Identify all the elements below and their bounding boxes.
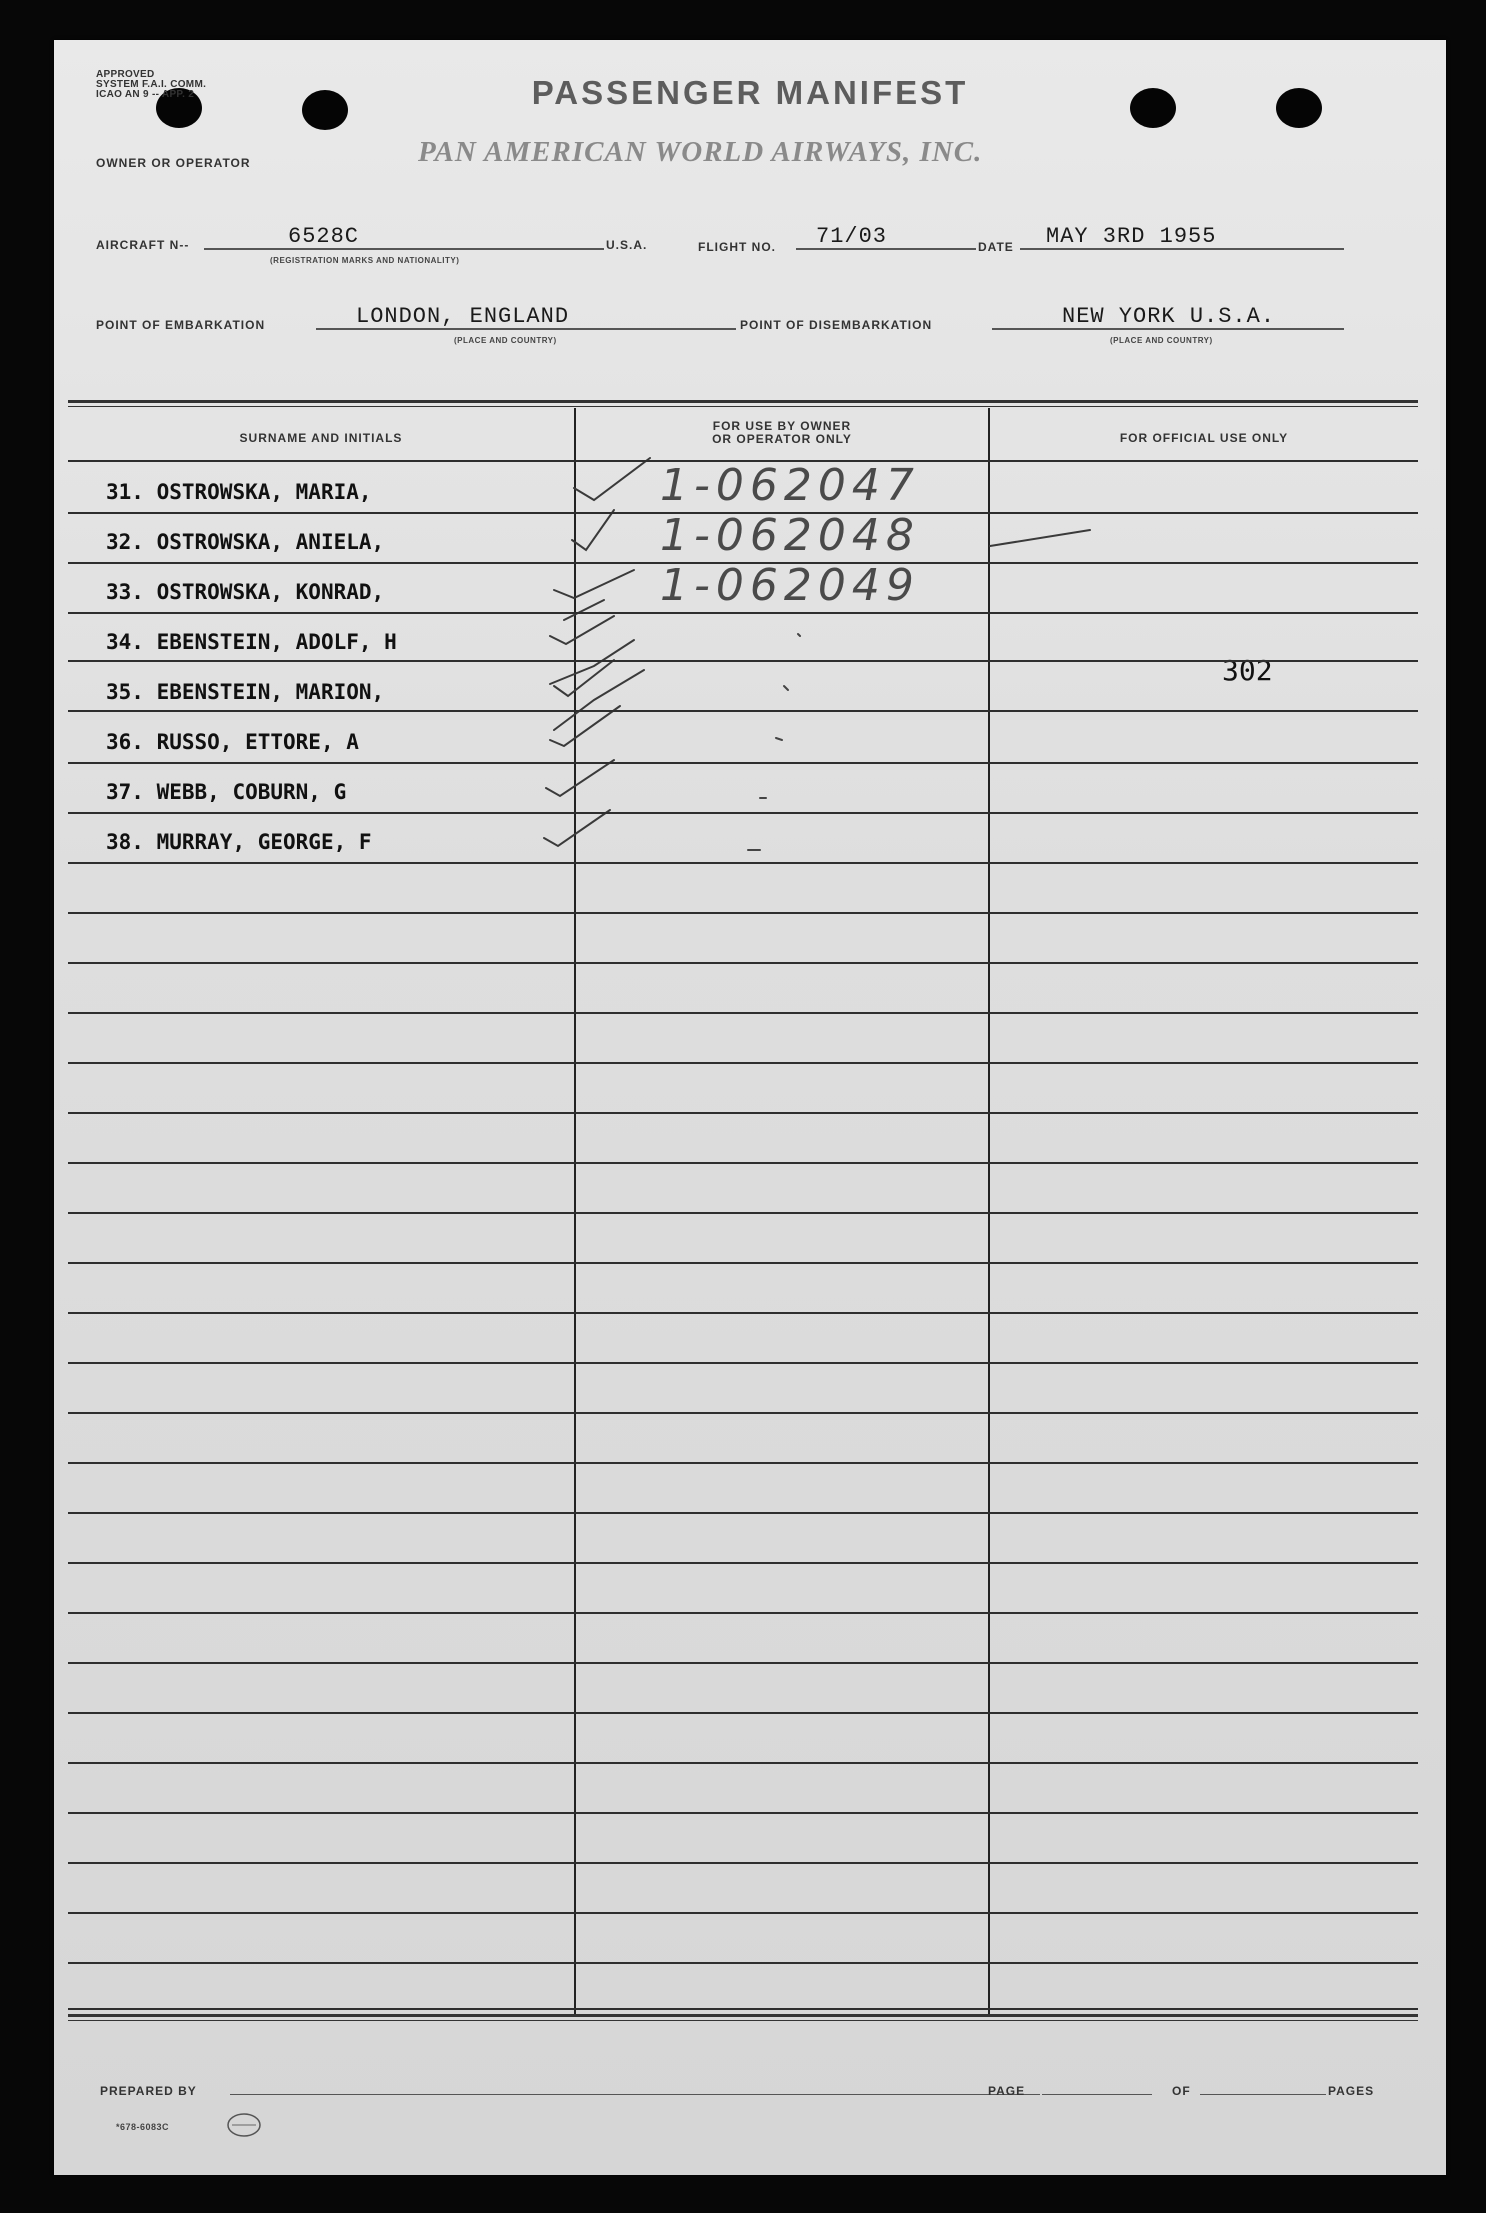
prepared-by-label: PREPARED BY xyxy=(100,2084,197,2098)
row-rule xyxy=(68,1912,1418,1914)
row-rule xyxy=(68,1162,1418,1164)
passenger-num: 32. xyxy=(106,530,144,554)
row-rule xyxy=(68,1112,1418,1114)
row-rule xyxy=(68,1662,1418,1664)
flight-value: 71/03 xyxy=(816,224,888,249)
row-rule xyxy=(68,2008,1418,2010)
passenger-num: 31. xyxy=(106,480,144,504)
disembark-caption: (PLACE AND COUNTRY) xyxy=(1110,336,1213,345)
row-rule xyxy=(68,1462,1418,1464)
official-use-number: 302 xyxy=(1222,654,1273,687)
date-label: DATE xyxy=(978,240,1014,254)
prepared-by-line xyxy=(230,2094,1040,2095)
row-rule xyxy=(68,862,1418,864)
row-rule xyxy=(68,1212,1418,1214)
row-rule xyxy=(68,1412,1418,1414)
row-rule xyxy=(68,1962,1418,1964)
row-rule xyxy=(68,812,1418,814)
of-line xyxy=(1200,2094,1326,2095)
row-rule xyxy=(68,762,1418,764)
passenger-fullname: OSTROWSKA, MARIA, xyxy=(156,480,372,504)
page-label: PAGE xyxy=(988,2084,1026,2098)
row-rule xyxy=(68,710,1418,712)
passenger-fullname: EBENSTEIN, ADOLF, H xyxy=(156,630,397,654)
passenger-fullname: EBENSTEIN, MARION, xyxy=(156,680,385,704)
check-mark xyxy=(554,570,634,598)
row-rule xyxy=(68,1812,1418,1814)
row-rule xyxy=(68,612,1418,614)
disembark-value: NEW YORK U.S.A. xyxy=(1062,304,1276,329)
aircraft-label: AIRCRAFT N-- xyxy=(96,238,190,252)
embark-label: POINT OF EMBARKATION xyxy=(96,318,266,332)
row-rule xyxy=(68,1312,1418,1314)
check-mark xyxy=(544,810,610,846)
passenger-fullname: WEBB, COBURN, G xyxy=(156,780,347,804)
row-rule xyxy=(68,460,1418,462)
check-mark xyxy=(574,458,650,500)
approval-line: APPROVED xyxy=(96,69,155,80)
row-rule xyxy=(68,660,1418,662)
form-number: *678-6083C xyxy=(116,2122,170,2132)
table-bottom-rule xyxy=(68,2020,1418,2021)
check-mark xyxy=(572,510,614,550)
of-label: OF xyxy=(1172,2084,1191,2098)
aircraft-caption: (REGISTRATION MARKS AND NATIONALITY) xyxy=(270,256,460,265)
passenger-fullname: OSTROWSKA, ANIELA, xyxy=(156,530,385,554)
passenger-num: 35. xyxy=(106,680,144,704)
passenger-num: 34. xyxy=(106,630,144,654)
passenger-num: 37. xyxy=(106,780,144,804)
pen-dot xyxy=(798,634,800,636)
passenger-fullname: MURRAY, GEORGE, F xyxy=(156,830,372,854)
disembark-label: POINT OF DISEMBARKATION xyxy=(740,318,933,332)
passenger-fullname: OSTROWSKA, KONRAD, xyxy=(156,580,385,604)
passenger-num: 38. xyxy=(106,830,144,854)
passenger-num: 36. xyxy=(106,730,144,754)
pages-label: PAGES xyxy=(1328,2084,1375,2098)
row-rule xyxy=(68,1712,1418,1714)
check-mark-stroke xyxy=(564,600,604,620)
row-rule xyxy=(68,1262,1418,1264)
col-owner-header-line: FOR USE BY OWNER xyxy=(712,419,852,433)
table-bottom-rule xyxy=(68,2014,1418,2017)
row-rule xyxy=(68,1612,1418,1614)
row-rule xyxy=(68,1012,1418,1014)
row-rule xyxy=(68,1562,1418,1564)
row-rule xyxy=(68,912,1418,914)
col-official-header: FOR OFFICIAL USE ONLY xyxy=(1119,431,1289,445)
check-mark xyxy=(546,760,614,796)
embark-caption: (PLACE AND COUNTRY) xyxy=(454,336,557,345)
owner-name: PAN AMERICAN WORLD AIRWAYS, INC. xyxy=(418,136,983,168)
approval-line: SYSTEM F.A.I. COMM. xyxy=(96,79,207,90)
ticket-number: 1-062047 xyxy=(660,460,920,511)
aircraft-value: 6528C xyxy=(288,224,360,249)
page-title: PASSENGER MANIFEST xyxy=(531,74,969,111)
row-rule xyxy=(68,1362,1418,1364)
check-mark xyxy=(550,616,614,644)
ticket-number: 1-062049 xyxy=(660,560,920,611)
row-rule xyxy=(68,962,1418,964)
manifest-sheet xyxy=(54,40,1446,2175)
handwritten-check-marks xyxy=(54,40,1446,2175)
approval-line: ICAO AN 9 -- APP. 2 xyxy=(96,89,195,100)
row-rule xyxy=(68,512,1418,514)
page-line xyxy=(1042,2094,1152,2095)
row-rule xyxy=(68,1512,1418,1514)
usa-label: U.S.A. xyxy=(606,238,648,252)
union-label-icon xyxy=(226,2112,262,2138)
pen-dot xyxy=(784,686,788,690)
date-value: MAY 3RD 1955 xyxy=(1046,224,1217,249)
pen-stroke xyxy=(990,530,1090,546)
row-rule xyxy=(68,1862,1418,1864)
passenger-fullname: RUSSO, ETTORE, A xyxy=(156,730,359,754)
flight-label: FLIGHT NO. xyxy=(698,240,776,254)
owner-label: OWNER OR OPERATOR xyxy=(96,156,251,170)
passenger-num: 33. xyxy=(106,580,144,604)
col-owner-header-line: OR OPERATOR ONLY xyxy=(712,432,852,446)
pen-dot xyxy=(776,738,782,740)
row-rule xyxy=(68,1062,1418,1064)
embark-value: LONDON, ENGLAND xyxy=(356,304,570,329)
ticket-number: 1-062048 xyxy=(660,510,920,561)
col-surname-header: SURNAME AND INITIALS xyxy=(239,431,403,445)
row-rule xyxy=(68,1762,1418,1764)
row-rule xyxy=(68,562,1418,564)
